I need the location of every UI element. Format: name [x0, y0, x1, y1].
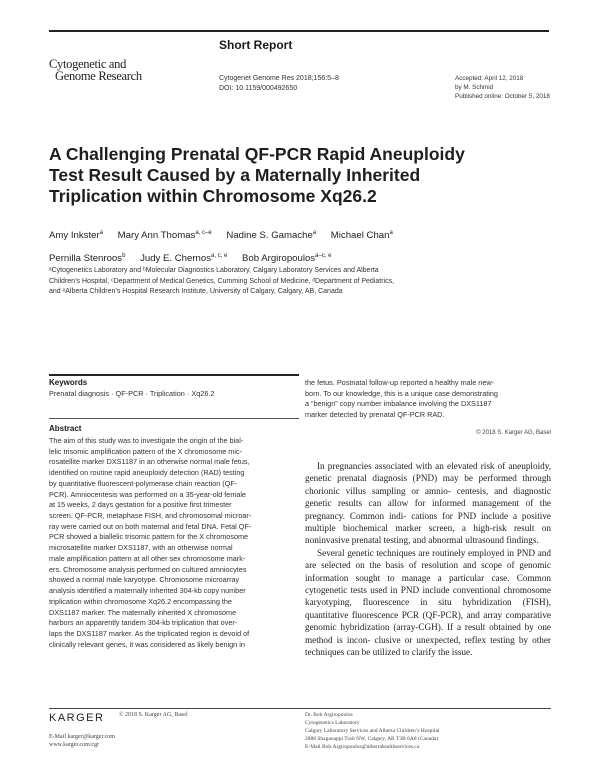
abstract-line: showed a normal male karyotype. Chromosome microarray	[49, 575, 240, 585]
abstract-line: screen. QF-PCR, metaphase FISH, and chromosomal microar-	[49, 511, 252, 521]
abstract-line: born. To our knowledge, this is a unique case demonstrating	[305, 388, 498, 398]
publisher-website[interactable]: www.karger.com/cgr	[49, 742, 100, 748]
affiliation-line: ᵃCytogenetics Laboratory and ᵇMolecular Diagnostics Laboratory, Calgary Laboratory Services and Alberta	[49, 267, 379, 274]
abstract-line: male amplification pattern at all other sex chromosome mark-	[49, 553, 246, 563]
abstract-line: DXS1187 marker. The maternally inherited X chromosome	[49, 607, 237, 617]
citation-journal: Cytogenet Genome Res 2018;156:5–8	[219, 75, 339, 82]
journal-logo	[49, 58, 159, 82]
paragraph	[305, 460, 551, 547]
author: Nadine S. Gamache$^a$	[226, 230, 317, 241]
author-list	[49, 223, 549, 269]
abstract-line: ray were carried out on both maternal and fetal DNA. Fetal QF-	[49, 521, 252, 531]
header-rule	[49, 30, 549, 32]
published-date: Published online: October 5, 2018	[455, 93, 550, 100]
body-line: performed through chorionic villus sampling or amnio-	[305, 473, 552, 496]
journal-name-line1: Cytogenetic and	[49, 57, 127, 71]
article-title	[49, 144, 479, 207]
journal-name-line2: Genome Research	[55, 69, 142, 83]
abstract-line: lelic trisomic amplification pattern of the X chromosome mic-	[49, 446, 242, 456]
body-line: case. Common cytogenetic tests used in PND include	[305, 572, 552, 596]
author: Bob Argiropoulos$^{a-c, e}$	[242, 253, 332, 264]
abstract-continued	[305, 378, 551, 421]
section-label: Short Report	[219, 38, 293, 52]
author: Pernilla Stenroos$^b$	[49, 253, 126, 264]
keywords-text: Prenatal diagnosis · QF-PCR · Triplication · Xq26.2	[49, 389, 215, 398]
abstract-line: at 15 weeks, 2 days gestation for a positive first trimester	[49, 500, 232, 510]
footer-rule	[49, 708, 551, 709]
abstract-line: marker detected by prenatal QF-PCR RAD.	[305, 410, 445, 420]
abstract-line: rosatellite marker DXS1187 in an otherwise normal male fetus,	[49, 457, 250, 467]
body-line: of genomic information sought to manage a particular	[305, 560, 552, 583]
citation-doi[interactable]: DOI: 10.1159/000492650	[219, 84, 298, 92]
body-line: informed management of the pregnancy. Common indi-	[305, 498, 552, 521]
author: Mary Ann Thomas$^{a, c-e}$	[117, 230, 212, 241]
editor: by M. Schmid	[455, 84, 494, 91]
body-line: centesis, and diagnostic genetic results can allow for	[305, 485, 551, 509]
body-line: In pregnancies associated with an elevated risk of	[317, 461, 506, 471]
author: Judy E. Chernos$^{a, c, e}$	[140, 253, 228, 264]
body-line: (QF-PCR), and array comparative genomic hybridization	[305, 609, 551, 633]
abstract-line: ers. Chromosome analysis performed on cultured amniocytes	[49, 564, 247, 574]
body-line: aneuploidy, genetic prenatal diagnosis (PND) may be	[305, 461, 552, 484]
publisher-contact	[49, 733, 115, 749]
abstract-line: identified on routine rapid aneuploidy detection (RAD) testing	[49, 468, 245, 478]
abstract-line: PCR). Amniocentesis was performed on a 35-year-old female	[49, 489, 247, 499]
title-line: Test Result Caused by a Maternally Inherited	[49, 165, 421, 185]
abstract-line: harbors an apparently tandem 304-kb triplication that over-	[49, 618, 238, 628]
publisher-email[interactable]: E-Mail karger@karger.com	[49, 734, 115, 740]
title-line: Triplication within Chromosome Xq26.2	[49, 186, 377, 206]
accepted-date: Accepted: April 12, 2018	[455, 75, 524, 82]
corr-line: Calgary Laboratory Services and Alberta Children’s Hospital	[305, 727, 440, 734]
body-line: marker screen, a high-risk result on noninvasive prenatal	[305, 523, 551, 546]
publisher-logo: KARGER	[49, 712, 105, 724]
body-line: PND and are selected on the basis of resolution and scope	[305, 547, 551, 571]
body-line: conventional chromosome karyotyping, fluorescence in	[305, 585, 552, 608]
affiliations	[49, 266, 429, 298]
corr-line: Dr. Bob Argiropoulos	[305, 712, 353, 718]
corr-email[interactable]: E-Mail Bob.Argiropoulos@albertahealthservices.ca	[305, 743, 420, 750]
abstract-line: microsatellite marker DXS1187, with an otherwise normal	[49, 543, 233, 553]
citation	[219, 74, 339, 93]
body-text	[305, 460, 551, 659]
abstract-rule	[49, 418, 299, 419]
abstract-line: laps the DXS1187 marker. As the triplicated region is devoid of	[49, 628, 250, 638]
body-line: Several genetic techniques are routinely employed in	[317, 547, 515, 558]
correspondence	[305, 712, 551, 752]
body-line: cations for PND include a positive multiple biochemical	[305, 510, 552, 534]
abstract-line: clinically relevant genes, it was considered as likely benign in	[49, 639, 245, 649]
body-line: (array-CGH). If a result obtained by one method is incon-	[305, 622, 552, 645]
abstract-line: analysis identified a maternally inherited 304-kb copy number	[49, 586, 246, 596]
body-line: testing, and abnormal ultrasound findings.	[383, 535, 539, 546]
body-line: situ hybridization (FISH), quantitative fluorescence PCR	[305, 597, 552, 620]
author: Michael Chan$^a$	[330, 230, 393, 241]
abstract-line: the fetus. Postnatal follow-up reported a healthy male new-	[305, 378, 495, 387]
keywords-rule	[49, 374, 299, 376]
footer-copyright: © 2018 S. Karger AG, Basel	[119, 712, 188, 718]
abstract-line: triplication within chromosome Xq26.2 encompassing the	[49, 596, 232, 606]
affiliation-line: Children’s Hospital, ᶜDepartment of Medical Genetics, Cumming School of Medicine, ᵈDepartment of Pediatrics,	[49, 277, 395, 285]
body-line: can be utilized to clarify the issue.	[346, 647, 473, 658]
paragraph	[305, 547, 551, 659]
keywords-heading: Keywords	[49, 378, 88, 387]
abstract-line: a “benign” copy number imbalance involving the DXS1187	[305, 399, 492, 409]
abstract-line: The aim of this study was to investigate the origin of the bial-	[49, 436, 244, 445]
abstract-line: PCR showed a biallelic trisomic pattern for the X chromosome	[49, 532, 249, 542]
abstract-copyright: © 2018 S. Karger AG, Basel	[476, 430, 551, 436]
abstract-body	[49, 436, 296, 650]
corr-line: Cytogenetics Laboratory	[305, 719, 360, 726]
affiliation-line: and ᵉAlberta Children’s Hospital Research Institute, University of Calgary, Calgary, AB, Canada	[49, 288, 343, 295]
abstract-line: by quantitative fluorescent-polymerase chain reaction (QF-	[49, 478, 238, 488]
corr-line: 2888 Shaganappi Trail NW, Calgary, AB T3B 6A8 (Canada)	[305, 735, 439, 742]
article-dates	[455, 74, 550, 101]
body-line: clusive or unexpected, reflex testing by other techniques	[305, 634, 551, 658]
abstract-heading: Abstract	[49, 424, 82, 433]
title-line: A Challenging Prenatal QF-PCR Rapid Aneuploidy	[49, 144, 465, 164]
author: Amy Inkster$^a$	[49, 230, 103, 241]
